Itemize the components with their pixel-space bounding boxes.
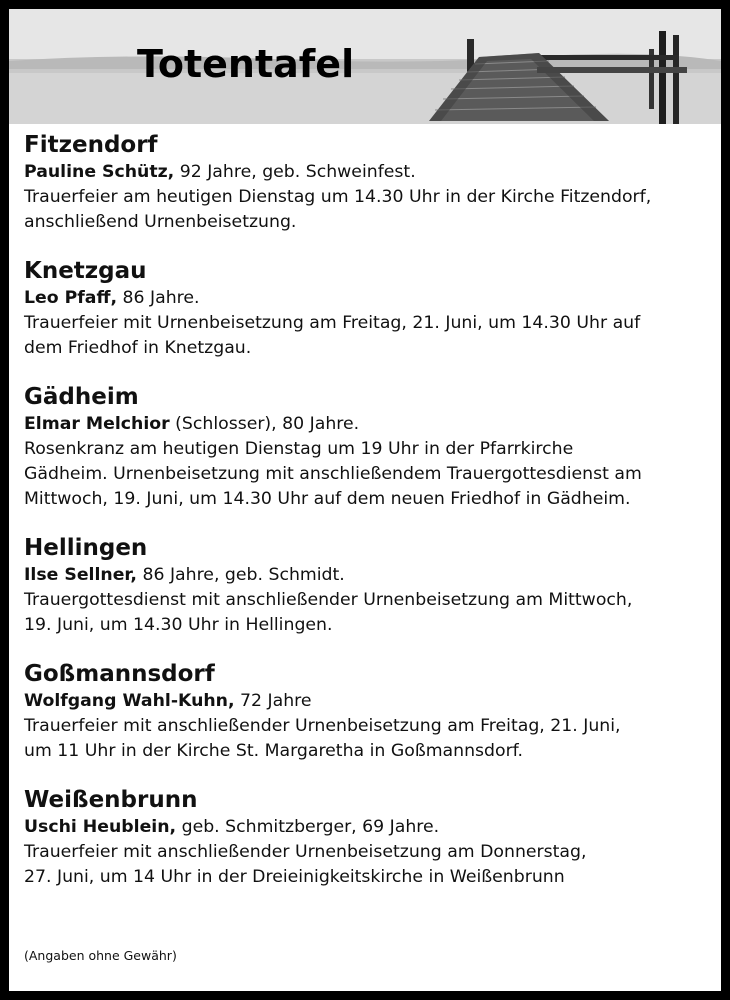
person-line	[24, 815, 714, 840]
service-text: anschließend Urnenbeisetzung.	[24, 212, 297, 232]
obituary-entry	[24, 785, 714, 890]
obituary-entry	[24, 533, 714, 638]
place-heading: Fitzendorf	[24, 132, 158, 158]
page-title: Totentafel	[137, 42, 355, 86]
service-text: Trauergottesdienst mit anschließender Urnenbeisetzung am Mittwoch,	[24, 590, 633, 610]
person-name: Ilse Sellner,	[24, 565, 137, 585]
person-name: Elmar Melchior	[24, 414, 170, 434]
jetty-illustration	[9, 9, 721, 124]
person-line	[24, 689, 714, 714]
service-text: Trauerfeier mit Urnenbeisetzung am Freitag, 21. Juni, um 14.30 Uhr auf	[24, 313, 641, 333]
place-heading: Knetzgau	[24, 258, 147, 284]
person-name: Wolfgang Wahl-Kuhn,	[24, 691, 235, 711]
place-heading: Gädheim	[24, 384, 139, 410]
person-details: geb. Schmitzberger, 69 Jahre.	[176, 817, 440, 837]
person-details: (Schlosser), 80 Jahre.	[169, 414, 360, 434]
service-text: Trauerfeier am heutigen Dienstag um 14.30 Uhr in der Kirche Fitzendorf,	[24, 187, 652, 207]
place-heading: Hellingen	[24, 535, 148, 561]
person-name: Uschi Heublein,	[24, 817, 177, 837]
service-text: um 11 Uhr in der Kirche St. Margaretha in Goßmannsdorf.	[24, 741, 524, 761]
obituary-entry	[24, 130, 714, 235]
person-details: 72 Jahre	[234, 691, 312, 711]
person-line	[24, 412, 714, 437]
person-details: 86 Jahre, geb. Schmidt.	[136, 565, 345, 585]
service-text: Trauerfeier mit anschließender Urnenbeisetzung am Donnerstag,	[24, 842, 587, 862]
service-text: Trauerfeier mit anschließender Urnenbeisetzung am Freitag, 21. Juni,	[24, 716, 621, 736]
person-line	[24, 160, 714, 185]
place-heading: Weißenbrunn	[24, 787, 198, 813]
header-banner	[9, 9, 721, 124]
obituary-entry	[24, 256, 714, 361]
obituary-entry	[24, 382, 714, 512]
person-details: 92 Jahre, geb. Schweinfest.	[174, 162, 416, 182]
obituary-list	[24, 130, 714, 911]
obituary-entry	[24, 659, 714, 764]
service-text: Rosenkranz am heutigen Dienstag um 19 Uhr in der Pfarrkirche	[24, 439, 574, 459]
person-line	[24, 286, 714, 311]
service-text: 19. Juni, um 14.30 Uhr in Hellingen.	[24, 615, 333, 635]
service-text: Mittwoch, 19. Juni, um 14.30 Uhr auf dem neuen Friedhof in Gädheim.	[24, 489, 631, 509]
service-text: 27. Juni, um 14 Uhr in der Dreieinigkeitskirche in Weißenbrunn	[24, 867, 565, 887]
person-name: Leo Pfaff,	[24, 288, 118, 308]
person-line	[24, 563, 714, 588]
place-heading: Goßmannsdorf	[24, 661, 215, 687]
disclaimer-note: (Angaben ohne Gewähr)	[24, 948, 177, 963]
person-details: 86 Jahre.	[117, 288, 200, 308]
service-text: Gädheim. Urnenbeisetzung mit anschließendem Trauergottesdienst am	[24, 464, 642, 484]
person-name: Pauline Schütz,	[24, 162, 175, 182]
service-text: dem Friedhof in Knetzgau.	[24, 338, 252, 358]
